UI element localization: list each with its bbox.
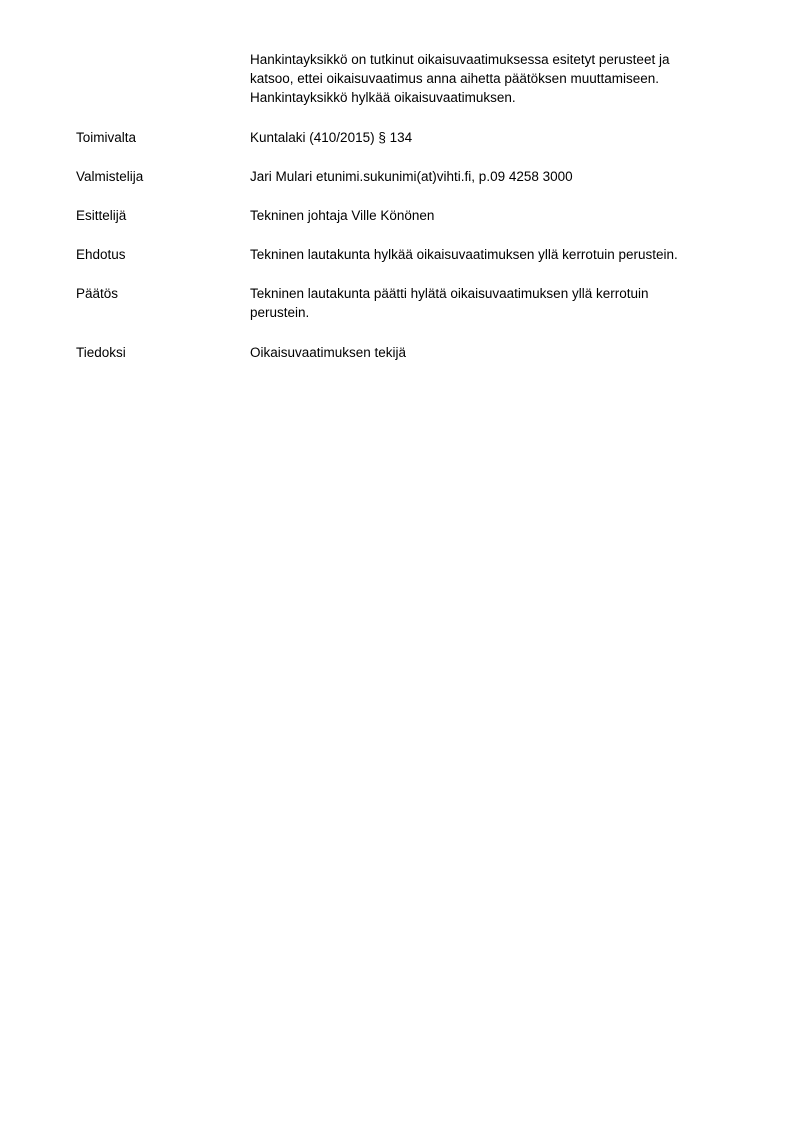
intro-line: katsoo, ettei oikaisuvaatimus anna aihetta päätöksen muuttamiseen. [250,71,659,86]
field-value-esittelija: Tekninen johtaja Ville Könönen [250,208,435,223]
field-label-toimivalta: Toimivalta [76,130,137,145]
field-row-toimivalta [76,128,746,147]
intro-paragraph [250,50,730,107]
field-label-esittelija: Esittelijä [76,208,127,223]
field-value-paatos [250,284,746,322]
field-value-ehdotus: Tekninen lautakunta hylkää oikaisuvaatimuksen yllä kerrotuin perustein. [250,247,678,262]
field-value-line: Tekninen lautakunta päätti hylätä oikaisuvaatimuksen yllä kerrotuin [250,286,649,301]
field-row-esittelija [76,206,746,225]
field-label-tiedoksi: Tiedoksi [76,345,126,360]
field-row-tiedoksi [76,343,746,362]
field-value-tiedoksi: Oikaisuvaatimuksen tekijä [250,345,407,360]
field-value-toimivalta: Kuntalaki (410/2015) § 134 [250,130,413,145]
field-value-valmistelija: Jari Mulari etunimi.sukunimi(at)vihti.fi, p.09 4258 3000 [250,169,573,184]
field-label-valmistelija: Valmistelija [76,169,144,184]
intro-line: Hankintayksikkö hylkää oikaisuvaatimuksen. [250,90,516,105]
field-row-ehdotus [76,245,746,264]
field-row-valmistelija [76,167,746,186]
intro-line: Hankintayksikkö on tutkinut oikaisuvaatimuksessa esitetyt perusteet ja [250,52,670,67]
field-value-line: perustein. [250,305,310,320]
field-label-ehdotus: Ehdotus [76,247,126,262]
field-row-paatos [76,284,746,322]
field-label-paatos: Päätös [76,286,119,301]
